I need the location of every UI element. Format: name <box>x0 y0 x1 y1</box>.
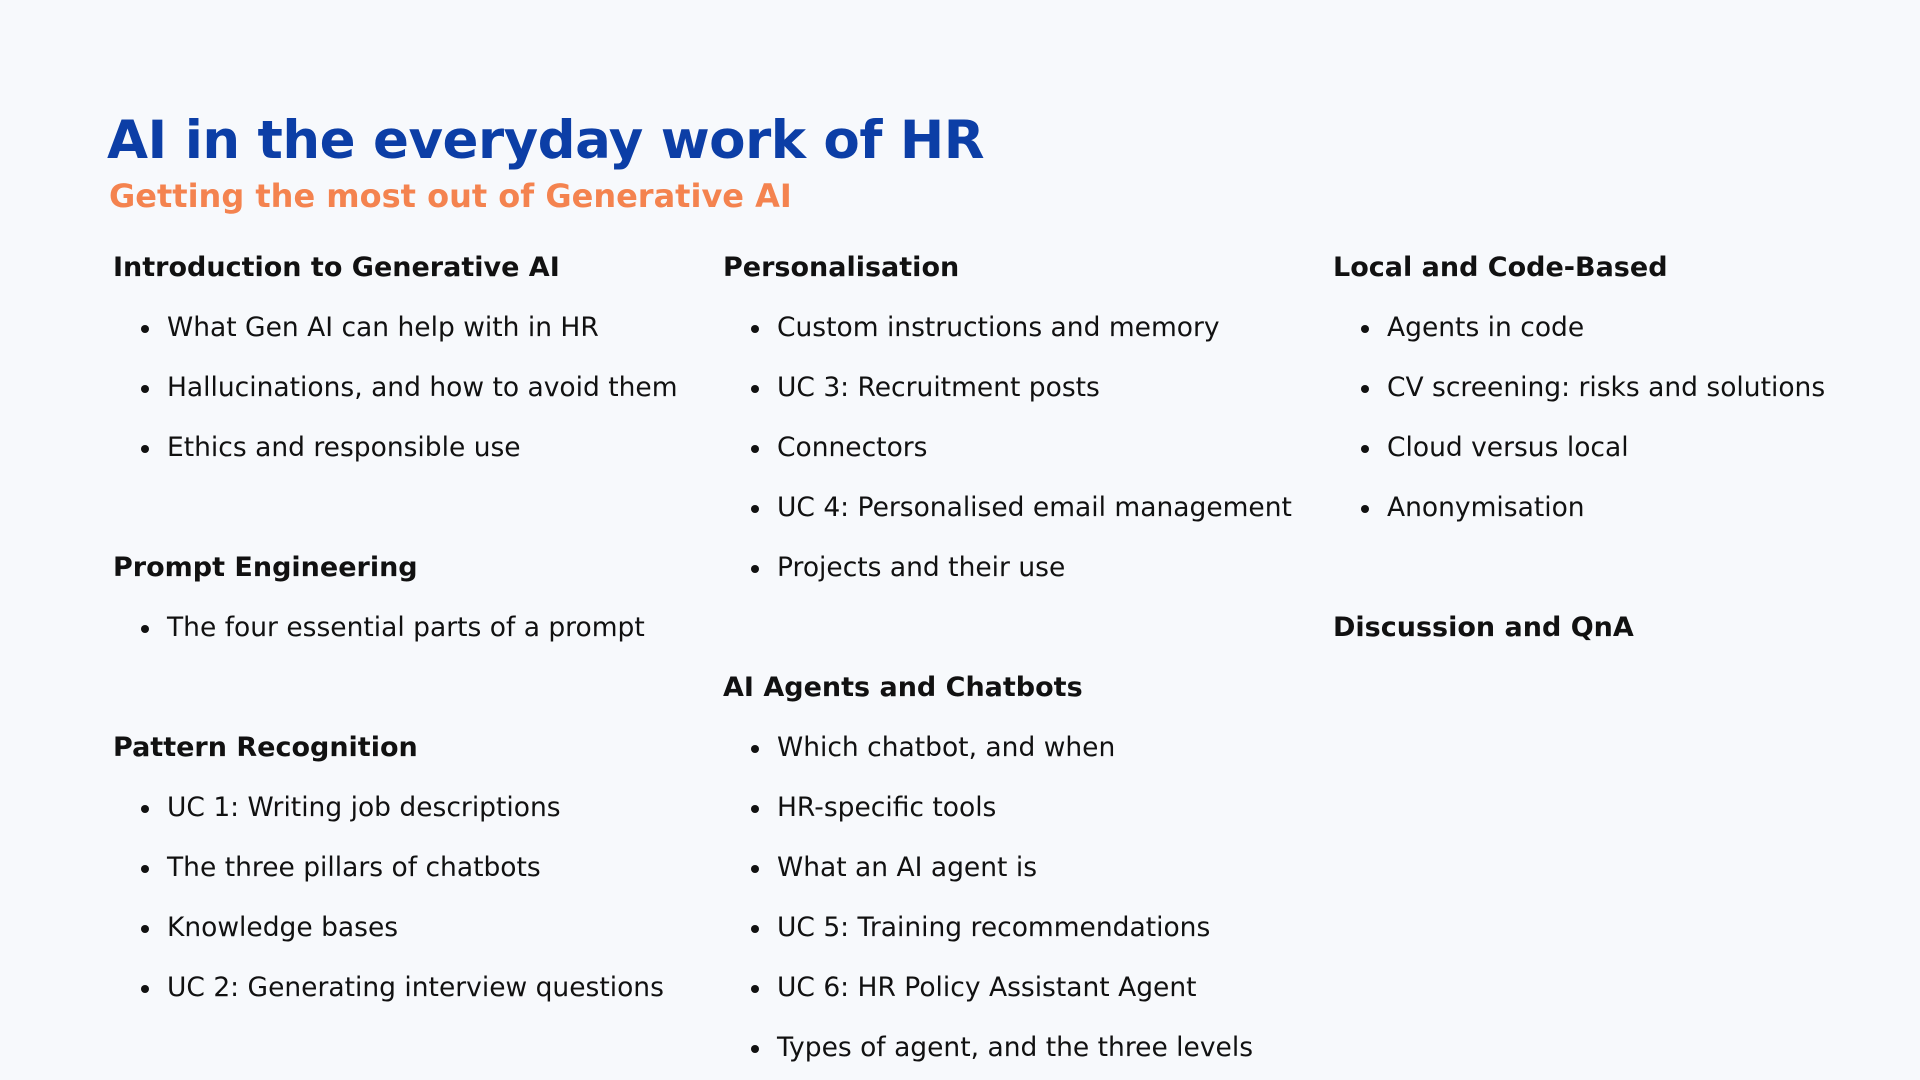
section-item-list <box>113 298 713 478</box>
list-item <box>113 898 713 958</box>
section-item-list <box>723 718 1323 1078</box>
list-item-text: Types of agent, and the three levels <box>777 1032 1254 1063</box>
section-spacer <box>1333 538 1920 598</box>
list-item <box>113 838 713 898</box>
list-item <box>113 358 713 418</box>
list-item <box>1333 298 1920 358</box>
section-item-list <box>1333 298 1920 538</box>
list-item-text: What Gen AI can help with in HR <box>167 312 599 343</box>
list-item <box>723 838 1323 898</box>
list-item <box>113 418 713 478</box>
list-item <box>1333 358 1920 418</box>
list-item-text: Connectors <box>777 432 928 463</box>
list-item <box>723 958 1323 1018</box>
list-item-text: Projects and their use <box>777 552 1066 583</box>
section-spacer <box>113 658 713 718</box>
slide-subtitle: Getting the most out of Generative AI <box>109 177 792 215</box>
bullet-icon <box>141 865 149 873</box>
bullet-icon <box>1361 445 1369 453</box>
section-heading: Prompt Engineering <box>113 552 418 583</box>
bullet-icon <box>751 985 759 993</box>
list-item <box>723 478 1323 538</box>
agenda-column-1 <box>113 238 713 1018</box>
list-item <box>723 298 1323 358</box>
list-item-text: Agents in code <box>1387 312 1585 343</box>
bullet-icon <box>751 865 759 873</box>
section-heading: Personalisation <box>723 252 960 283</box>
bullet-icon <box>751 745 759 753</box>
list-item-text: What an AI agent is <box>777 852 1038 883</box>
bullet-icon <box>141 445 149 453</box>
section-spacer <box>113 478 713 538</box>
bullet-icon <box>751 385 759 393</box>
bullet-icon <box>1361 505 1369 513</box>
bullet-icon <box>141 385 149 393</box>
bullet-icon <box>1361 385 1369 393</box>
list-item-text: Knowledge bases <box>167 912 399 943</box>
list-item-text: Hallucinations, and how to avoid them <box>167 372 678 403</box>
section-item-list <box>113 778 713 1018</box>
list-item-text: UC 3: Recruitment posts <box>777 372 1100 403</box>
list-item-text: Ethics and responsible use <box>167 432 521 463</box>
agenda-column-3 <box>1333 238 1920 658</box>
list-item-text: Anonymisation <box>1387 492 1585 523</box>
list-item <box>113 958 713 1018</box>
list-item-text: HR-specific tools <box>777 792 997 823</box>
section-introduction-to-generative-ai <box>113 238 713 478</box>
section-item-list <box>113 598 713 658</box>
section-heading: Local and Code-Based <box>1333 252 1668 283</box>
list-item <box>723 418 1323 478</box>
bullet-icon <box>751 505 759 513</box>
list-item-text: Cloud versus local <box>1387 432 1629 463</box>
section-spacer <box>723 598 1323 658</box>
agenda-column-2 <box>723 238 1323 1078</box>
bullet-icon <box>141 625 149 633</box>
bullet-icon <box>751 445 759 453</box>
list-item-text: CV screening: risks and solutions <box>1387 372 1826 403</box>
list-item-text: UC 5: Training recommendations <box>777 912 1211 943</box>
list-item-text: UC 4: Personalised email management <box>777 492 1292 523</box>
list-item <box>723 778 1323 838</box>
bullet-icon <box>751 1045 759 1053</box>
bullet-icon <box>751 805 759 813</box>
list-item <box>113 298 713 358</box>
section-local-and-code-based <box>1333 238 1920 538</box>
list-item-text: The four essential parts of a prompt <box>167 612 645 643</box>
list-item <box>113 778 713 838</box>
list-item <box>723 898 1323 958</box>
bullet-icon <box>751 325 759 333</box>
section-discussion-and-qna <box>1333 598 1920 658</box>
section-heading: Discussion and QnA <box>1333 612 1634 643</box>
bullet-icon <box>141 325 149 333</box>
list-item-text: UC 2: Generating interview questions <box>167 972 664 1003</box>
section-heading: Introduction to Generative AI <box>113 252 560 283</box>
section-personalisation <box>723 238 1323 598</box>
list-item <box>1333 478 1920 538</box>
section-heading: AI Agents and Chatbots <box>723 672 1083 703</box>
list-item <box>723 358 1323 418</box>
bullet-icon <box>751 565 759 573</box>
list-item-text: The three pillars of chatbots <box>167 852 541 883</box>
bullet-icon <box>1361 325 1369 333</box>
list-item <box>1333 418 1920 478</box>
section-ai-agents-and-chatbots <box>723 658 1323 1078</box>
list-item <box>723 1018 1323 1078</box>
list-item-text: Which chatbot, and when <box>777 732 1116 763</box>
section-item-list <box>723 298 1323 598</box>
list-item <box>113 598 713 658</box>
section-heading: Pattern Recognition <box>113 732 418 763</box>
bullet-icon <box>141 805 149 813</box>
list-item <box>723 718 1323 778</box>
slide-title: AI in the everyday work of HR <box>107 110 985 171</box>
list-item <box>723 538 1323 598</box>
list-item-text: UC 1: Writing job descriptions <box>167 792 561 823</box>
list-item-text: UC 6: HR Policy Assistant Agent <box>777 972 1197 1003</box>
section-pattern-recognition <box>113 718 713 1018</box>
bullet-icon <box>751 925 759 933</box>
list-item-text: Custom instructions and memory <box>777 312 1220 343</box>
bullet-icon <box>141 925 149 933</box>
bullet-icon <box>141 985 149 993</box>
section-prompt-engineering <box>113 538 713 658</box>
